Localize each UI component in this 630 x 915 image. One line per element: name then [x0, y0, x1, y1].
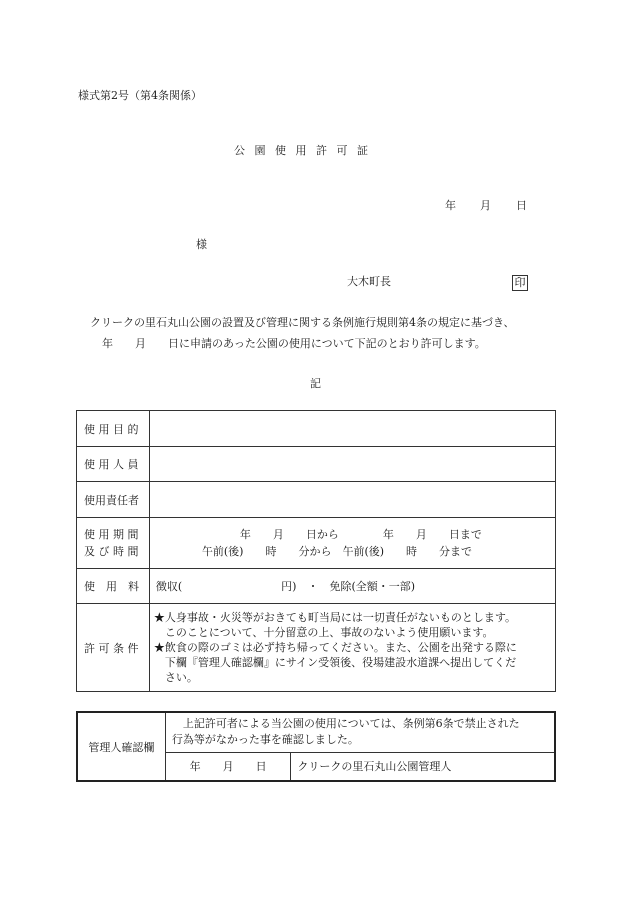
- period-field[interactable]: [149, 518, 555, 569]
- condition-line: このことについて、十分留意の上、事故のないよう使用願います。: [164, 626, 494, 639]
- manager-date[interactable]: 年 月 日: [165, 752, 291, 781]
- manager-label: 管理人確認欄: [77, 712, 165, 781]
- persons-field[interactable]: [149, 447, 555, 482]
- addressee-suffix: 様: [196, 238, 207, 251]
- responsible-field[interactable]: [149, 482, 555, 518]
- page-title: 公 園 使 用 許 可 証: [234, 144, 371, 157]
- manager-signer[interactable]: クリークの里石丸山公園管理人: [291, 752, 555, 781]
- fee-label: 使 用 料: [77, 569, 150, 604]
- issuer-name: 大木町長: [347, 275, 391, 288]
- date-day: 日: [516, 199, 527, 212]
- row-period: [77, 518, 556, 569]
- condition-line: さい。: [164, 671, 198, 684]
- seal-label: 印: [512, 275, 528, 291]
- period-label: [77, 518, 150, 569]
- row-fee: [77, 569, 556, 604]
- body-line-2: 年 月 日に申請のあった公園の使用について下記のとおり許可します。: [102, 337, 486, 350]
- form-number: 様式第2号（第4条関係）: [78, 89, 202, 102]
- conditions-text: [149, 604, 555, 692]
- fee-field[interactable]: 徴収( 円) ・ 免除(全額・一部): [149, 569, 555, 604]
- period-line-1: 年 月 日から 年 月 日まで: [239, 528, 482, 541]
- manager-statement-1: 上記許可者による当公園の使用については、条例第6条で禁止された: [182, 717, 520, 731]
- ki-heading: 記: [310, 377, 321, 390]
- condition-line: 下欄『管理人確認欄』にサイン受領後、役場建設水道課へ提出してくだ: [164, 656, 517, 669]
- period-line-2: 午前(後) 時 分から 午前(後) 時 分まで: [201, 545, 473, 558]
- date-year: 年: [445, 199, 456, 212]
- manager-row-1: [77, 712, 555, 752]
- date-month: 月: [480, 199, 491, 212]
- persons-label: 使 用 人 員: [77, 447, 150, 482]
- period-label-2: 及 び 時 間: [84, 545, 139, 558]
- purpose-label: 使 用 目 的: [77, 411, 150, 447]
- responsible-label: 使用責任者: [77, 482, 150, 518]
- body-line-1: クリークの里石丸山公園の設置及び管理に関する条例施行規則第4条の規定に基づき、: [90, 316, 515, 329]
- condition-line: ★飲食の際のゴミは必ず持ち帰ってください。また、公園を出発する際に: [153, 641, 517, 654]
- seal-mark: [512, 271, 528, 291]
- condition-line: ★人身事故・火災等がおきても町当局には一切責任がないものとします。: [153, 611, 516, 624]
- permit-table: [76, 410, 556, 692]
- period-label-1: 使 用 期 間: [84, 528, 139, 541]
- manager-confirmation-box: [76, 711, 556, 782]
- manager-statement: [165, 712, 555, 752]
- row-persons: [77, 447, 556, 482]
- conditions-label: 許 可 条 件: [77, 604, 150, 692]
- row-conditions: [77, 604, 556, 692]
- manager-statement-2: 行為等がなかった事を確認しました。: [171, 733, 359, 747]
- row-purpose: [77, 411, 556, 447]
- row-responsible: [77, 482, 556, 518]
- purpose-field[interactable]: [149, 411, 555, 447]
